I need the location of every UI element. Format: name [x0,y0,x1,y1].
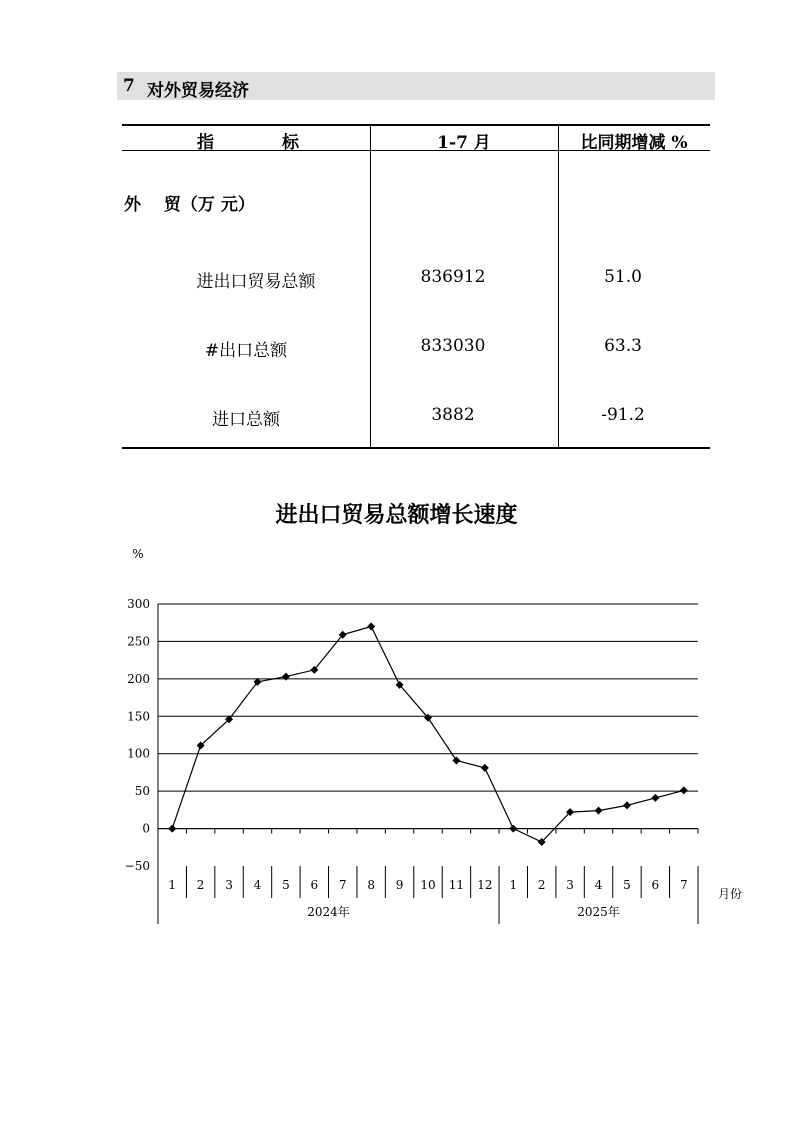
x-tick-label: 3 [566,878,574,892]
data-point [282,673,290,681]
x-tick-label: 4 [253,878,262,892]
x-tick-label: 2 [196,878,205,892]
data-point [367,622,375,630]
x-tick-label: 5 [623,878,631,892]
table-row-change: 63.3 [604,336,642,356]
x-axis-label: 月份 [717,887,743,901]
x-tick-label: 2 [537,878,546,892]
table-row-label: #出口总额 [204,341,288,361]
y-tick-label: 300 [127,597,150,611]
x-tick-label: 7 [679,878,688,892]
table-column-divider [370,124,371,448]
x-tick-label: 6 [310,878,319,892]
x-tick-label: 4 [594,878,603,892]
y-axis-label: % [132,547,144,561]
y-tick-label: −50 [124,859,150,873]
data-point [595,807,603,815]
section-number: 7 [123,76,135,96]
table-row-value: 836912 [420,267,486,287]
y-tick-label: 100 [127,746,150,761]
y-tick-label: 150 [127,709,150,724]
table-row-value: 833030 [420,336,486,356]
line-chart [0,530,793,930]
data-point [452,756,460,764]
data-point [651,794,659,802]
table-header-indicator: 指 标 [197,133,299,153]
x-tick-label: 12 [477,878,493,892]
x-tick-label: 5 [282,878,290,892]
y-tick-label: 50 [134,784,150,799]
x-tick-label: 10 [420,878,436,892]
x-group-label: 2025年 [577,905,620,919]
table-row-change: -91.2 [601,405,645,425]
table-row-value: 3882 [431,405,475,425]
data-point [623,801,631,809]
data-point [481,764,489,772]
table-top-rule [122,124,710,126]
x-group-label: 2024年 [307,905,350,919]
table-row-label: 进口总额 [212,410,280,430]
y-tick-label: 0 [142,821,150,836]
x-tick-label: 9 [395,878,404,892]
series-line [172,627,684,843]
x-tick-label: 1 [509,878,518,892]
x-tick-label: 6 [651,878,660,892]
x-tick-label: 8 [367,878,375,892]
chart-title: 进出口贸易总额增长速度 [275,502,518,528]
y-tick-label: 200 [127,671,150,686]
x-tick-label: 11 [448,878,465,892]
y-tick-label: 250 [127,634,150,649]
table-header-change: 比同期增减 % [580,133,688,153]
x-tick-label: 7 [338,878,347,892]
data-point [509,825,517,833]
table-header-period: 1-7 月 [437,133,491,153]
table-row-change: 51.0 [604,267,642,287]
data-point [168,825,176,833]
table-category-label: 外 贸（万 元） [124,195,255,215]
table-bottom-rule [122,447,710,449]
data-point [680,786,688,794]
table-row-label: 进出口贸易总额 [196,272,316,292]
section-header [117,72,715,100]
table-column-divider [558,124,559,448]
section-title: 对外贸易经济 [147,81,249,101]
x-tick-label: 1 [168,878,177,892]
x-tick-label: 3 [225,878,233,892]
